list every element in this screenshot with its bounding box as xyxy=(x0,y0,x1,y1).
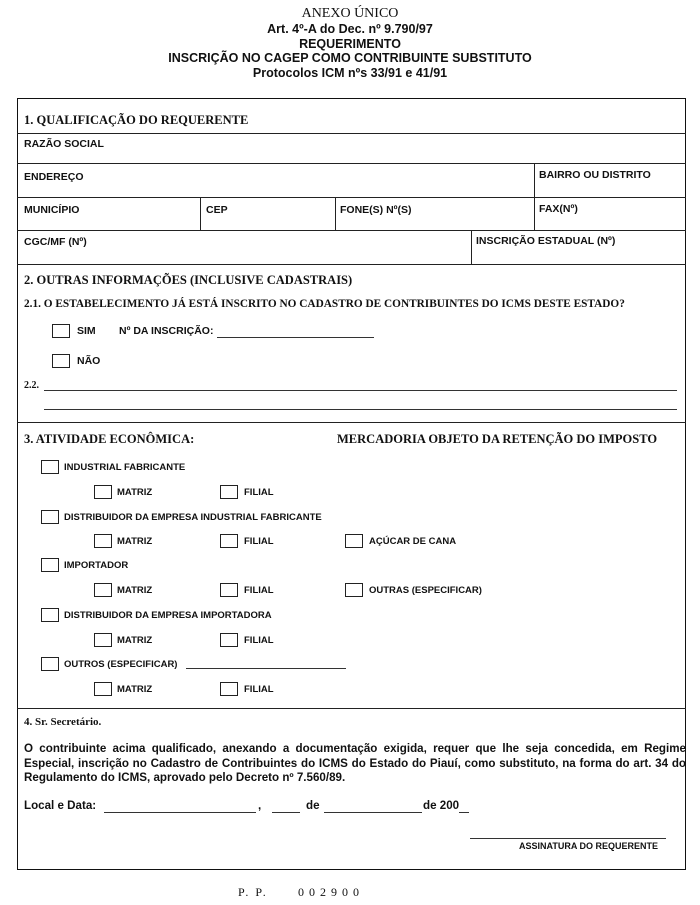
bairro-label: BAIRRO OU DISTRITO xyxy=(539,169,651,181)
nao-label: NÃO xyxy=(77,355,101,367)
distribuidor-importadora-checkbox[interactable] xyxy=(41,608,59,622)
outros-label: OUTROS (ESPECIFICAR) xyxy=(64,659,178,670)
matriz-checkbox[interactable] xyxy=(94,682,112,696)
question-2-2: 2.2. xyxy=(24,380,39,391)
divider xyxy=(17,133,686,134)
inscricao-number-field[interactable] xyxy=(217,337,374,338)
municipio-label: MUNICÍPIO xyxy=(24,204,80,216)
filial-checkbox[interactable] xyxy=(220,583,238,597)
year-field[interactable] xyxy=(459,812,469,813)
cgc-label: CGC/MF (Nº) xyxy=(24,236,87,248)
matriz-checkbox[interactable] xyxy=(94,583,112,597)
distribuidor-importadora-label: DISTRIBUIDOR DA EMPRESA IMPORTADORA xyxy=(64,610,272,621)
industrial-fabricante-checkbox[interactable] xyxy=(41,460,59,474)
matriz-label: MATRIZ xyxy=(117,487,153,498)
inscricao-estadual-label: INSCRIÇÃO ESTADUAL (Nº) xyxy=(476,235,616,247)
divider xyxy=(471,230,472,264)
matriz-checkbox[interactable] xyxy=(94,534,112,548)
section3-title: 3. ATIVIDADE ECONÔMICA: xyxy=(24,432,195,446)
importador-checkbox[interactable] xyxy=(41,558,59,572)
local-field[interactable] xyxy=(104,812,256,813)
article-reference: Art. 4º-A do Dec. nº 9.790/97 xyxy=(267,22,433,36)
fone-label: FONE(S) Nº(S) xyxy=(340,204,412,216)
razao-social-label: RAZÃO SOCIAL xyxy=(24,138,104,150)
filial-checkbox[interactable] xyxy=(220,485,238,499)
filial-label: FILIAL xyxy=(244,536,274,547)
divider xyxy=(534,163,535,197)
divider xyxy=(335,197,336,230)
mercadoria-title: MERCADORIA OBJETO DA RETENÇÃO DO IMPOSTO xyxy=(337,432,658,446)
outras-checkbox[interactable] xyxy=(345,583,363,597)
matriz-label: MATRIZ xyxy=(117,536,153,547)
distribuidor-industrial-label: DISTRIBUIDOR DA EMPRESA INDUSTRIAL FABRICANTE xyxy=(64,512,322,523)
divider xyxy=(17,264,686,265)
signature-label: ASSINATURA DO REQUERENTE xyxy=(519,841,659,851)
protocols: Protocolos ICM nºs 33/91 e 41/91 xyxy=(252,66,448,80)
request-body: O contribuinte acima qualificado, anexando a documentação exigida, requer que lhe seja concedida, em Regime Especial, inscrição no Cadastro de Contribuintes do ICMS do Estado do Piauí, como substituto, na forma do art. 34 do Regulamento do ICMS, aprovado pelo Decreto nº 7.560/89. xyxy=(24,742,686,784)
annex-title: ANEXO ÚNICO xyxy=(301,6,399,21)
acucar-checkbox[interactable] xyxy=(345,534,363,548)
signature-line[interactable] xyxy=(470,838,666,839)
industrial-fabricante-label: INDUSTRIAL FABRICANTE xyxy=(64,462,186,473)
filial-checkbox[interactable] xyxy=(220,682,238,696)
matriz-checkbox[interactable] xyxy=(94,633,112,647)
footer-number: 0 0 2 9 0 0 xyxy=(298,885,360,899)
cep-label: CEP xyxy=(206,204,228,216)
sim-checkbox[interactable] xyxy=(52,324,70,338)
divider xyxy=(17,163,686,164)
matriz-label: MATRIZ xyxy=(117,585,153,596)
divider xyxy=(17,422,686,423)
day-field[interactable] xyxy=(272,812,300,813)
filial-checkbox[interactable] xyxy=(220,633,238,647)
filial-checkbox[interactable] xyxy=(220,534,238,548)
footer-pp: P. P. xyxy=(238,885,268,899)
section4-title: 4. Sr. Secretário. xyxy=(24,716,102,728)
de-label-2: de 200 xyxy=(423,799,460,812)
matriz-label: MATRIZ xyxy=(117,635,153,646)
divider xyxy=(17,708,686,709)
endereco-label: ENDEREÇO xyxy=(24,171,84,183)
filial-label: FILIAL xyxy=(244,684,274,695)
distribuidor-industrial-checkbox[interactable] xyxy=(41,510,59,524)
nao-checkbox[interactable] xyxy=(52,354,70,368)
section2-title: 2. OUTRAS INFORMAÇÕES (INCLUSIVE CADASTRAIS) xyxy=(24,273,353,287)
divider xyxy=(534,197,535,230)
answer-2-2-line[interactable] xyxy=(44,390,677,391)
answer-2-2-line-2[interactable] xyxy=(44,409,677,410)
divider xyxy=(17,230,686,231)
inscricao-number-label: Nº DA INSCRIÇÃO: xyxy=(119,325,214,337)
sim-label: SIM xyxy=(77,325,96,337)
divider xyxy=(200,197,201,230)
outras-label: OUTRAS (ESPECIFICAR) xyxy=(369,585,482,596)
local-data-label: Local e Data: xyxy=(24,799,97,812)
divider xyxy=(17,197,686,198)
matriz-checkbox[interactable] xyxy=(94,485,112,499)
document-subtitle: INSCRIÇÃO NO CAGEP COMO CONTRIBUINTE SUBSTITUTO xyxy=(168,51,532,65)
fax-label: FAX(Nº) xyxy=(539,203,578,215)
comma: , xyxy=(258,799,262,812)
filial-label: FILIAL xyxy=(244,585,274,596)
acucar-label: AÇÚCAR DE CANA xyxy=(369,536,457,547)
importador-label: IMPORTADOR xyxy=(64,560,129,571)
outros-specify-field[interactable] xyxy=(186,668,346,669)
question-2-1: 2.1. O ESTABELECIMENTO JÁ ESTÁ INSCRITO NO CADASTRO DE CONTRIBUINTES DO ICMS DESTE ESTADO? xyxy=(24,298,625,310)
de-label-1: de xyxy=(306,799,320,812)
document-title: REQUERIMENTO xyxy=(299,37,401,51)
outros-checkbox[interactable] xyxy=(41,657,59,671)
filial-label: FILIAL xyxy=(244,487,274,498)
filial-label: FILIAL xyxy=(244,635,274,646)
month-field[interactable] xyxy=(324,812,422,813)
section1-title: 1. QUALIFICAÇÃO DO REQUERENTE xyxy=(24,113,249,127)
matriz-label: MATRIZ xyxy=(117,684,153,695)
